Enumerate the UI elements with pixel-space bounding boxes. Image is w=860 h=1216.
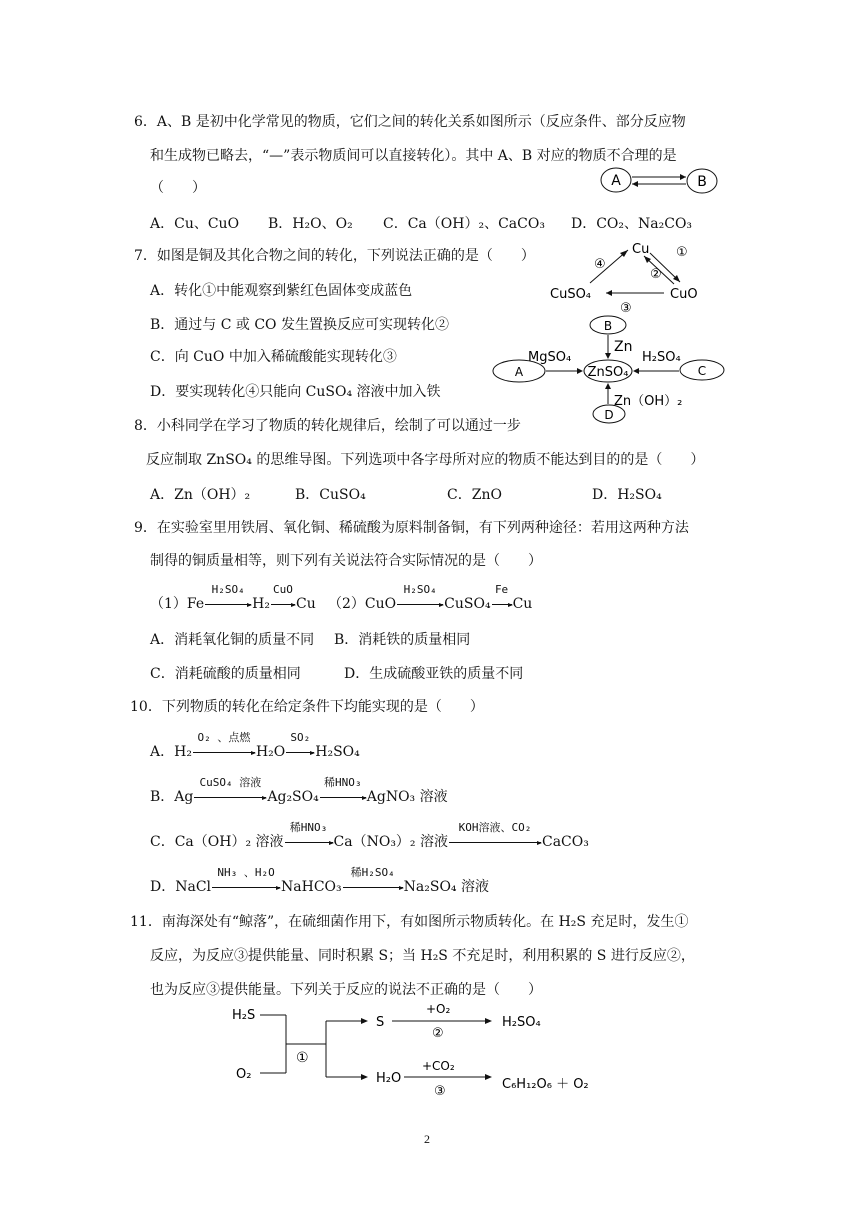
q10-option-c[interactable] [150,821,589,852]
q9-option-a[interactable]: A．消耗氧化铜的质量不同 [150,632,315,648]
q10-c-cond2: KOH溶液、CO₂ [458,821,532,834]
q9-route2-cond1: H₂SO₄ [403,583,437,596]
q9-route1-end: Cu [295,596,316,612]
q8-node-a: A [514,365,524,379]
q10-d-s3: Na₂SO₄ 溶液 [403,879,489,895]
q8-option-c[interactable]: C．ZnO [447,487,502,503]
q10-a-cond2: SO₂ [290,731,311,744]
q9-stem-line2: 制得的铜质量相等，则下列有关说法符合实际情况的是（ ） [150,553,542,569]
q9-route2-label: （2） [328,596,365,612]
q7-option-a[interactable]: A．转化①中能观察到紫红色固体变成蓝色 [150,283,413,299]
q9-route2-mid: CuSO₄ [444,596,491,612]
q9-route1-label: （1） [150,596,187,612]
q9-route1-mid: H₂ [252,596,270,612]
q11-node-h2s: H₂S [232,1008,256,1023]
q9-route2-start: CuO [364,596,397,612]
q11-node-h2o: H₂O [376,1071,402,1086]
q10-d-cond1: NH₃ 、H₂O [217,866,275,879]
q8-node-d: D [604,408,614,422]
q10-d-label: D． [150,879,176,895]
q8-label-znoh2: Zn（OH）₂ [614,394,683,409]
q10-a-s3: H₂SO₄ [315,744,360,760]
q7-node-cuo: CuO [670,287,698,302]
q9-route-1 [150,583,316,614]
q10-c-s2: Ca（NO₃）₂ 溶液 [333,834,448,850]
q7-label-4: ④ [594,257,606,272]
q10-b-s3: AgNO₃ 溶液 [366,789,448,805]
page-number: 2 [424,1132,430,1146]
q6-node-a: A [611,173,621,189]
q11-stem-line1: 11．南海深处有“鲸落”，在硫细菌作用下，有如图所示物质转化。在 H₂S 充足时，发生① [130,914,689,930]
q9-route2-cond2: Fe [494,583,509,596]
q10-c-cond1: 稀HNO₃ [289,821,328,834]
q7-node-cu: Cu [632,242,650,257]
q8-option-d[interactable]: D．H₂SO₄ [592,487,662,503]
q10-stem: 10．下列物质的转化在给定条件下均能实现的是（ ） [130,699,484,715]
q11-label-2: ② [432,1026,444,1041]
q11-label-plus-co2: +CO₂ [422,1059,455,1073]
q8-stem-line1: 8．小科同学在学习了物质的转化规律后，绘制了可以通过一步 [134,418,521,434]
q6-answer-paren: （ ） [150,180,206,196]
q8-node-b: B [603,319,613,333]
q9-route2-end: Cu [512,596,533,612]
q7-label-1: ① [676,245,688,260]
q6-stem-line2: 和生成物已略去，“—”表示物质间可以直接转化）。其中 A、B 对应的物质不合理的是 [150,148,677,164]
q10-a-s1: H₂ [174,744,192,760]
q10-d-s1: NaCl [175,879,212,895]
q6-option-b[interactable]: B．H₂O、O₂ [268,216,353,232]
q7-option-d[interactable]: D．要实现转化④只能向 CuSO₄ 溶液中加入铁 [150,384,441,400]
q10-b-s1: Ag [174,789,194,805]
q9-stem-line1: 9．在实验室里用铁屑、氧化铜、稀硫酸为原料制备铜，有下列两种途径：若用这两种方法 [134,520,689,536]
q6-option-c[interactable]: C．Ca（OH）₂、CaCO₃ [383,216,545,232]
q10-a-label: A． [150,744,175,760]
q10-d-cond2: 稀H₂SO₄ [350,866,395,879]
q8-zinc-sulfate-diagram [490,313,730,425]
q9-route1-cond2: CuO [273,583,293,596]
q11-node-h2so4: H₂SO₄ [502,1015,541,1030]
q7-label-3: ③ [620,301,632,314]
q11-node-o2: O₂ [236,1067,252,1082]
q10-option-a[interactable] [150,731,360,762]
q9-option-c[interactable]: C．消耗硫酸的质量相同 [150,666,301,682]
q7-stem: 7．如图是铜及其化合物之间的转化，下列说法正确的是（ ） [134,248,535,264]
q10-b-s2: Ag₂SO₄ [267,789,319,805]
q7-label-2: ② [650,267,662,282]
q11-node-product: C₆H₁₂O₆ ＋ O₂ [502,1077,589,1092]
q11-label-plus-o2: +O₂ [426,1002,451,1016]
q8-label-zn: Zn [614,339,633,355]
q9-option-b[interactable]: B．消耗铁的质量相同 [334,632,471,648]
q10-b-cond2: 稀HNO₃ [324,776,362,789]
q8-label-mgso4: MgSO₄ [528,350,572,365]
q11-label-1: ① [296,1050,309,1066]
q6-node-b: B [697,174,707,190]
q7-copper-diagram [548,238,708,314]
q8-option-b[interactable]: B．CuSO₄ [295,487,366,503]
q7-option-b[interactable]: B．通过与 C 或 CO 发生置换反应可实现转化② [150,317,449,333]
q6-diagram [598,164,724,198]
q9-route1-start: Fe [186,596,205,612]
q10-c-label: C． [150,834,175,850]
q9-route-2 [328,583,533,614]
q8-label-h2so4: H₂SO₄ [642,350,681,365]
q11-label-3: ③ [434,1084,446,1099]
q8-option-a[interactable]: A．Zn（OH）₂ [150,487,251,503]
q10-c-s3: CaCO₃ [542,834,589,850]
q10-c-s1: Ca（OH）₂ 溶液 [174,834,284,850]
q6-option-a[interactable]: A．Cu、CuO [150,216,240,232]
q10-option-b[interactable] [150,776,448,807]
q7-node-cuso4: CuSO₄ [550,287,592,302]
q8-node-znso4: ZnSO₄ [587,365,629,380]
q10-b-label: B． [150,789,175,805]
q11-node-s: S [376,1015,385,1030]
q10-b-cond1: CuSO₄ 溶液 [199,776,262,789]
q6-option-d[interactable]: D．CO₂、Na₂CO₃ [571,216,693,232]
q6-stem-line1: 6．A、B 是初中化学常见的物质，它们之间的转化关系如图所示（反应条件、部分反应物 [134,114,686,130]
q11-stem-line2: 反应，为反应③提供能量、同时积累 S；当 H₂S 不充足时，利用积累的 S 进行反应②， [150,948,695,964]
q8-stem-line2: 反应制取 ZnSO₄ 的思维导图。下列选项中各字母所对应的物质不能达到目的的是（ ） [146,452,705,468]
q11-reaction-diagram [226,1000,616,1100]
q10-a-cond1: O₂ 、点燃 [197,731,251,744]
q10-option-d[interactable] [150,866,489,897]
q11-stem-line3: 也为反应③提供能量。下列关于反应的说法不正确的是（ ） [150,982,542,998]
q10-a-s2: H₂O [255,744,286,760]
q7-option-c[interactable]: C．向 CuO 中加入稀硫酸能实现转化③ [150,349,397,365]
q9-route1-cond1: H₂SO₄ [211,583,245,596]
q9-option-d[interactable]: D．生成硫酸亚铁的质量不同 [344,666,524,682]
q8-node-c: C [697,364,707,378]
q10-d-s2: NaHCO₃ [281,879,342,895]
